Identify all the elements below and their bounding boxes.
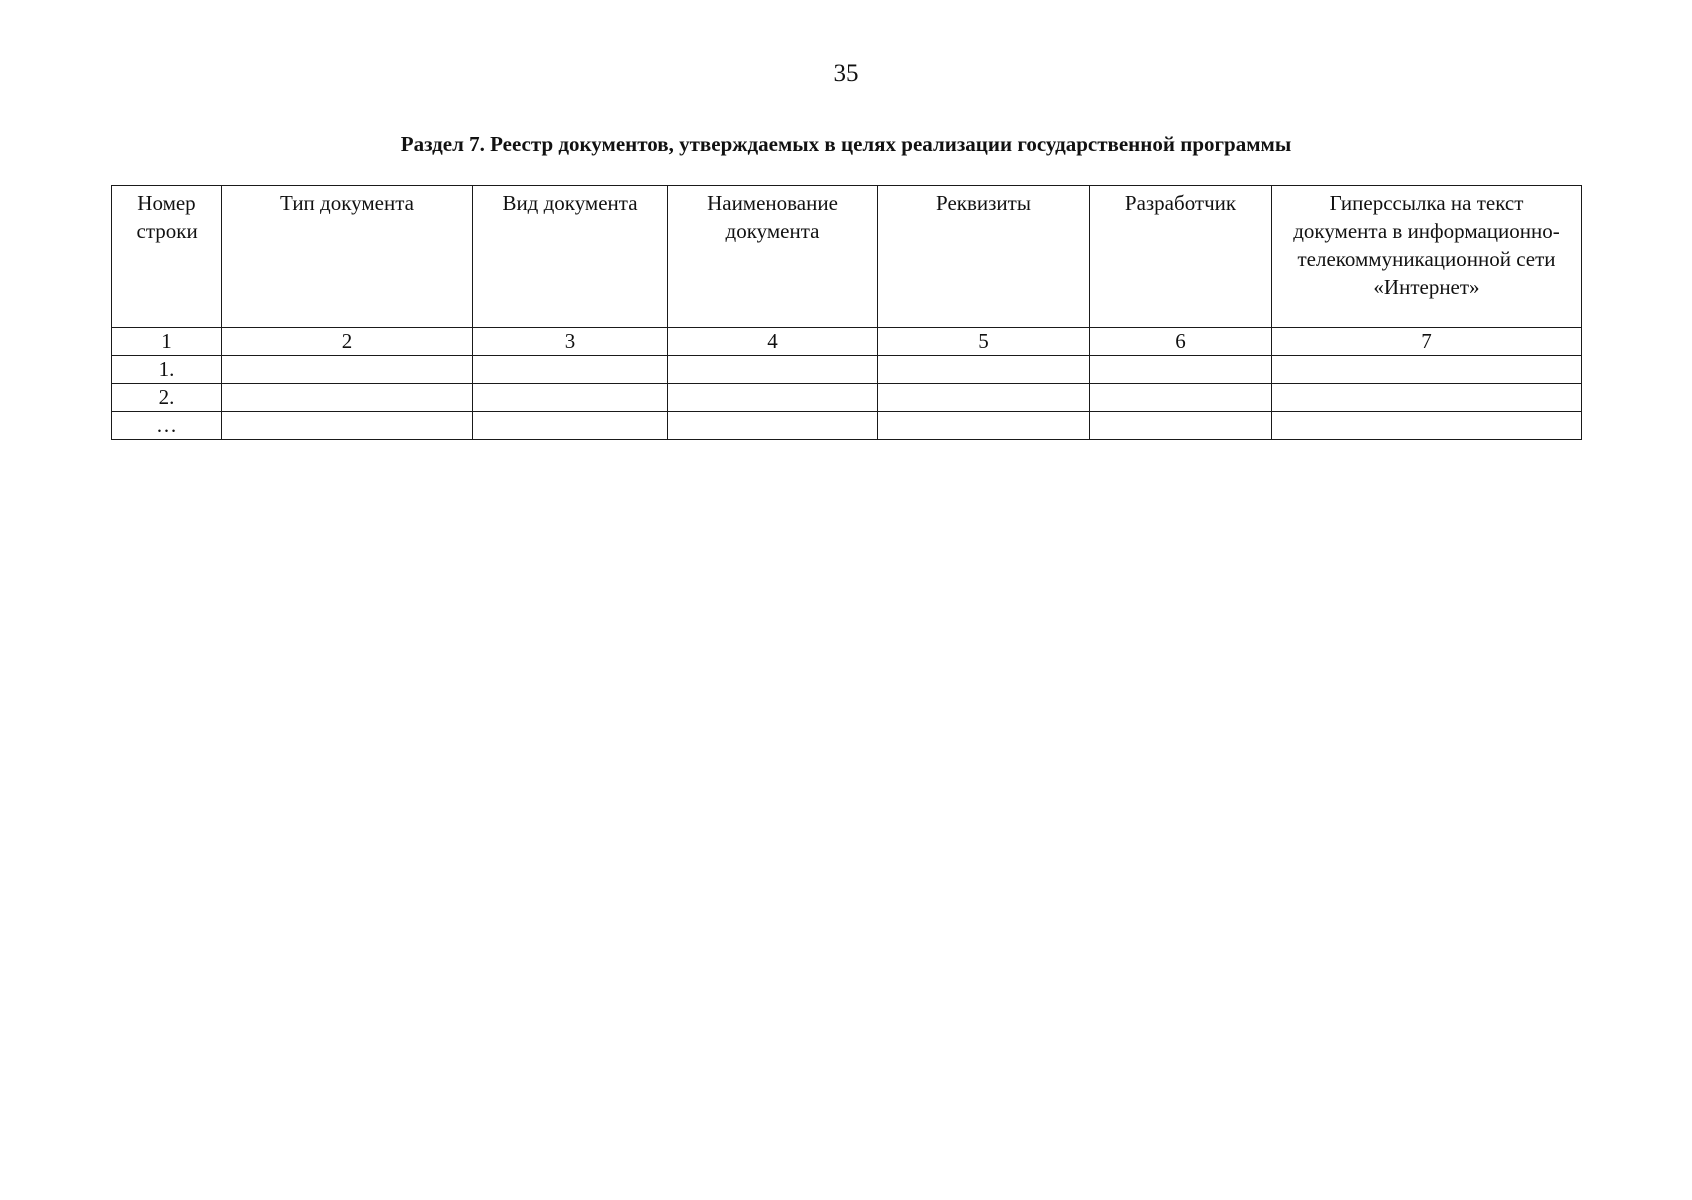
empty-cell	[473, 384, 668, 412]
column-number-cell: 5	[878, 328, 1090, 356]
column-number-cell: 3	[473, 328, 668, 356]
header-hyperlink	[1272, 186, 1582, 328]
page-number: 35	[833, 60, 859, 87]
empty-cell	[1272, 412, 1582, 440]
column-number-cell: 1	[112, 328, 222, 356]
table-row	[112, 412, 1582, 440]
header-hyperlink-text: Гиперссылка на текст документа в информационно-телекоммуникационной сети «Интернет»	[1293, 191, 1560, 299]
header-doc-name	[668, 186, 878, 328]
empty-cell	[222, 384, 473, 412]
column-number-cell: 6	[1090, 328, 1272, 356]
column-number-cell: 4	[668, 328, 878, 356]
empty-cell	[668, 384, 878, 412]
header-doc-type: Тип документа	[222, 186, 473, 328]
empty-cell	[878, 356, 1090, 384]
section-title: Раздел 7. Реестр документов, утверждаемых в целях реализации государственной программы	[400, 132, 1292, 156]
header-row-number	[112, 186, 222, 328]
empty-cell	[222, 412, 473, 440]
empty-cell	[878, 384, 1090, 412]
header-doc-kind: Вид документа	[473, 186, 668, 328]
empty-cell	[1090, 356, 1272, 384]
documents-registry-table	[111, 185, 1582, 440]
empty-cell	[668, 356, 878, 384]
table-row	[112, 356, 1582, 384]
column-number-cell: 2	[222, 328, 473, 356]
empty-cell	[1090, 412, 1272, 440]
row-number-cell: 1.	[112, 356, 222, 384]
header-row-number-text: Номер строки	[136, 191, 198, 243]
header-doc-name-text: Наименование документа	[707, 191, 838, 243]
empty-cell	[1090, 384, 1272, 412]
empty-cell	[1272, 356, 1582, 384]
empty-cell	[1272, 384, 1582, 412]
empty-cell	[878, 412, 1090, 440]
column-number-cell: 7	[1272, 328, 1582, 356]
row-number-cell: …	[112, 412, 222, 440]
header-requisites: Реквизиты	[878, 186, 1090, 328]
empty-cell	[473, 356, 668, 384]
empty-cell	[473, 412, 668, 440]
header-row	[112, 186, 1582, 328]
empty-cell	[222, 356, 473, 384]
row-number-cell: 2.	[112, 384, 222, 412]
table-row	[112, 384, 1582, 412]
column-numbers-row	[112, 328, 1582, 356]
empty-cell	[668, 412, 878, 440]
header-developer: Разработчик	[1090, 186, 1272, 328]
